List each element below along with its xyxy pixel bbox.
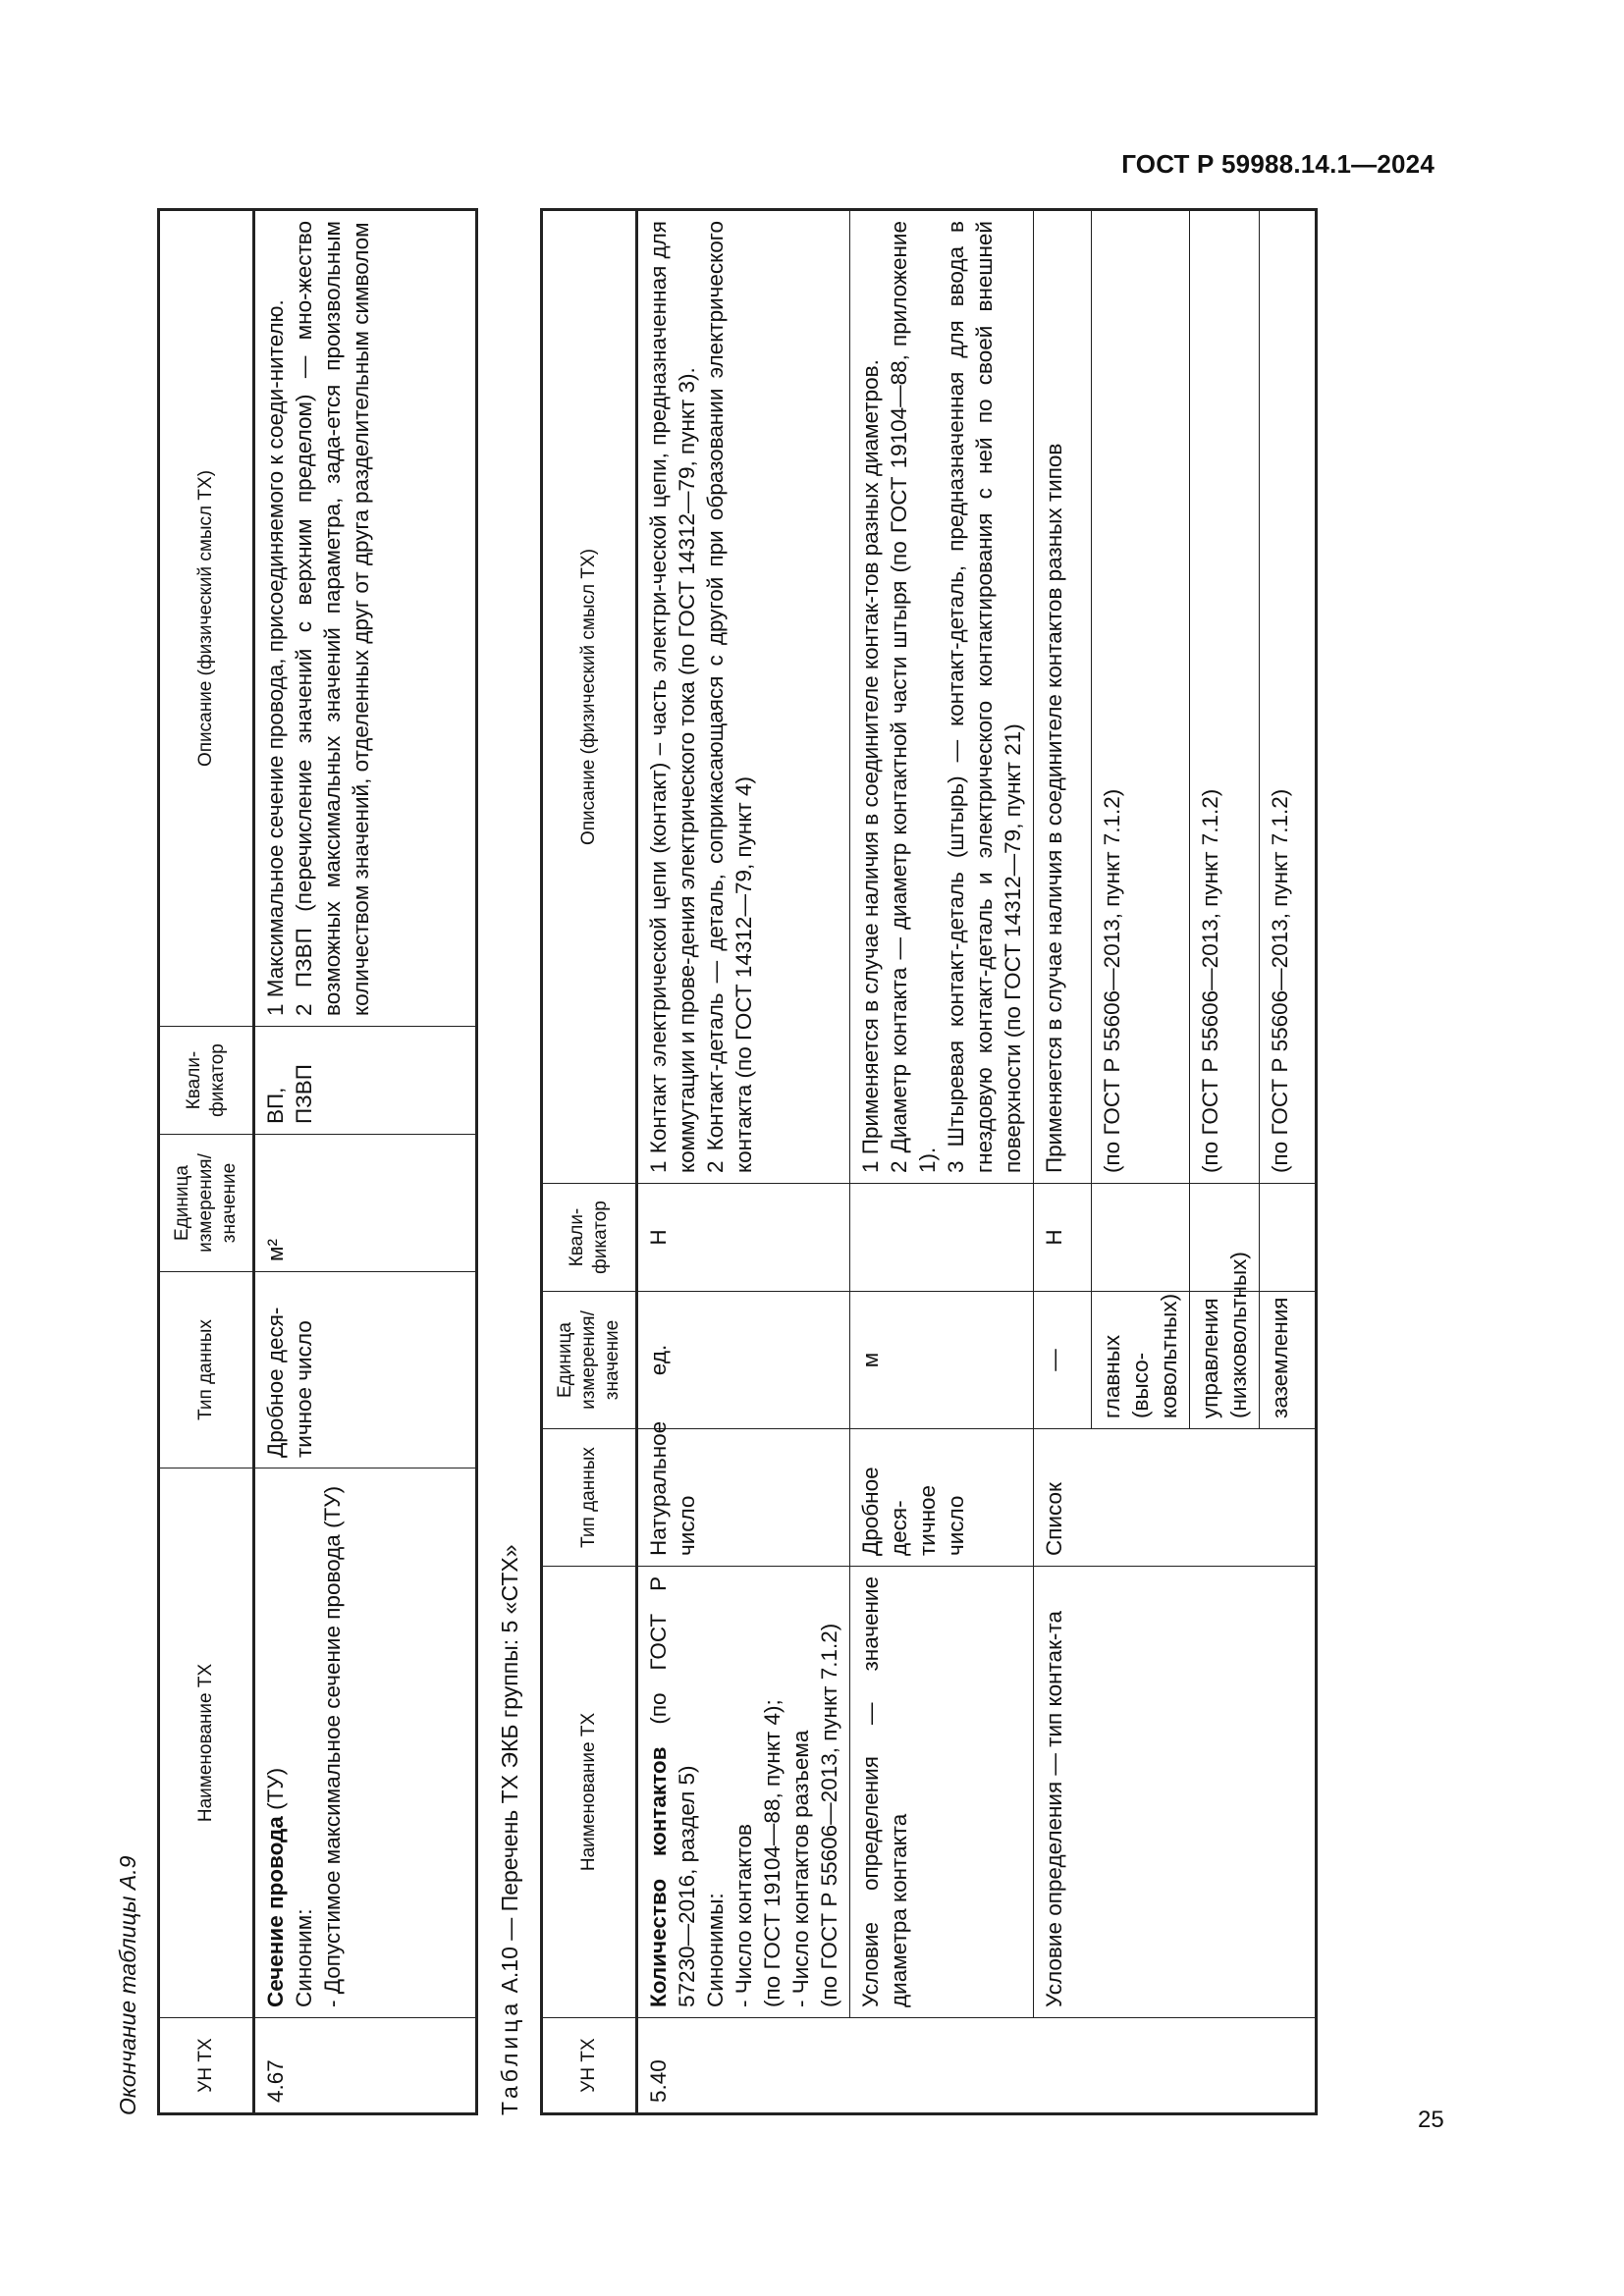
table-row: [850, 210, 1034, 2114]
caption-word: Таблица: [497, 1999, 522, 2115]
col-unit: Единица измерения/ значение: [159, 1135, 254, 1272]
item-qual: [1260, 1184, 1317, 1292]
name-bold: Сечение провода: [263, 1816, 288, 2007]
cell-unit: —: [1034, 1292, 1092, 1429]
cell-type: Дробное деся-тичное число: [254, 1272, 477, 1468]
syn-2: - Число контактов разъема: [788, 1730, 813, 2007]
item-value: заземления: [1260, 1292, 1317, 1429]
cell-type: Дробное деся-тичное число: [850, 1429, 1034, 1567]
col-qual: Квали-фикатор: [542, 1184, 637, 1292]
cell-desc: Применяется в случае наличия в соединителе контактов разных типов: [1034, 210, 1092, 1184]
desc-1: 1 Применяется в случае наличия в соединителе контак-тов разных диаметров.: [858, 359, 883, 1173]
col-unit: Единица измерения/ значение: [542, 1292, 637, 1429]
syn-1-ref: (по ГОСТ 19104—88, пункт 4);: [760, 1699, 785, 2007]
cell-name: [637, 1567, 850, 2018]
col-desc: Описание (физический смысл ТХ): [159, 210, 254, 1027]
cell-unit: ед.: [637, 1292, 850, 1429]
col-un: УН ТХ: [542, 2018, 637, 2114]
item-desc: (по ГОСТ Р 55606—2013, пункт 7.1.2): [1092, 210, 1190, 1184]
desc-2: 2 ПЗВП (перечисление значений с верхним пределом) — мно-жество возможных максимальных значений параметра, зада-ется произвольным количеством значений, отделенных друг от друга разделительным символом: [292, 221, 373, 1016]
col-name: Наименование ТХ: [159, 1468, 254, 2018]
caption-rest: А.10 — Перечень ТХ ЭКБ группы: 5 «СТХ»: [497, 1544, 522, 2000]
name-ref: (по ГОСТ Р 57230—2016, раздел 5): [646, 1575, 699, 2007]
table2-caption: [496, 1544, 524, 2115]
desc-2: 2 Диаметр контакта — диаметр контактной части штыря (по ГОСТ 19104—88, приложение 1).: [887, 221, 940, 1173]
name-bold: Количество контактов: [646, 1746, 671, 2007]
cell-un: 4.67: [254, 2018, 477, 2114]
table-row: [254, 210, 477, 2114]
table-row: [1034, 210, 1092, 2114]
rotated-content: [108, 202, 1414, 2169]
cell-type: Натуральное число: [637, 1429, 850, 1567]
col-qual: Квали-фикатор: [159, 1027, 254, 1135]
desc-1: 1 Контакт электрической цепи (контакт) – часть электри-ческой цепи, предназначенная для коммутации и прове-дения электрического тока (по ГОСТ 14312—79, пункт 3).: [646, 221, 699, 1173]
syn-2-ref: (по ГОСТ Р 55606—2013, пункт 7.1.2): [817, 1623, 841, 2007]
name-rest: (ТУ): [263, 1767, 288, 1817]
col-un: УН ТХ: [159, 2018, 254, 2114]
standard-designation: ГОСТ Р 59988.14.1—2024: [1121, 149, 1435, 179]
cell-un: 5.40: [637, 2018, 1317, 2114]
syn-1: - Число контактов: [731, 1824, 756, 2007]
cell-name: [254, 1468, 477, 2018]
item-qual: [1092, 1184, 1190, 1292]
cell-desc: [637, 210, 850, 1184]
table-a9-end: [157, 208, 478, 2115]
syn-label: Синонимы:: [703, 1893, 728, 2007]
cell-qual: Н: [1034, 1184, 1092, 1292]
table1-header: [159, 210, 254, 2114]
cell-name: Условие определения — тип контак-та: [1034, 1567, 1317, 2018]
cell-qual: ВП, ПЗВП: [254, 1027, 477, 1135]
syn-label: Синоним:: [292, 1908, 316, 2007]
desc-2: 2 Контакт-деталь — деталь, соприкасающаяся с другой при образовании электрического контакта (по ГОСТ 14312—79, пункт 4): [703, 221, 756, 1173]
cell-qual: [850, 1184, 1034, 1292]
col-type: Тип данных: [159, 1272, 254, 1468]
item-value: главных (высо-ковольтных): [1092, 1292, 1190, 1429]
cell-unit: м: [850, 1292, 1034, 1429]
table-row: [637, 210, 850, 2114]
item-value: управления (низковольтных): [1190, 1292, 1260, 1429]
desc-1: 1 Максимальное сечение провода, присоединяемого к соеди-нителю.: [263, 299, 288, 1016]
cell-name: Условие определения — значение диаметра контакта: [850, 1567, 1034, 2018]
syn-item: - Допустимое максимальное сечение провода (ТУ): [320, 1485, 345, 2007]
item-desc: (по ГОСТ Р 55606—2013, пункт 7.1.2): [1260, 210, 1317, 1184]
desc-3: 3 Штыревая контакт-деталь (штырь) — контакт-деталь, предназначенная для ввода в гнездовую контакт-деталь и электрического контактирования с ней по своей внешней поверхности (по ГОСТ 14312—79, пункт 21): [944, 221, 1025, 1173]
table-a10: [540, 208, 1318, 2115]
table1-caption: Окончание таблицы А.9: [115, 1855, 140, 2115]
col-type: Тип данных: [542, 1429, 637, 1567]
cell-qual: Н: [637, 1184, 850, 1292]
cell-desc: [850, 210, 1034, 1184]
page-number: 25: [1418, 2107, 1444, 2133]
cell-unit: м²: [254, 1135, 477, 1272]
col-desc: Описание (физический смысл ТХ): [542, 210, 637, 1184]
item-desc: (по ГОСТ Р 55606—2013, пункт 7.1.2): [1190, 210, 1260, 1184]
table2-header: [542, 210, 637, 2114]
cell-type: Список: [1034, 1429, 1317, 1567]
col-name: Наименование ТХ: [542, 1567, 637, 2018]
cell-desc: [254, 210, 477, 1027]
